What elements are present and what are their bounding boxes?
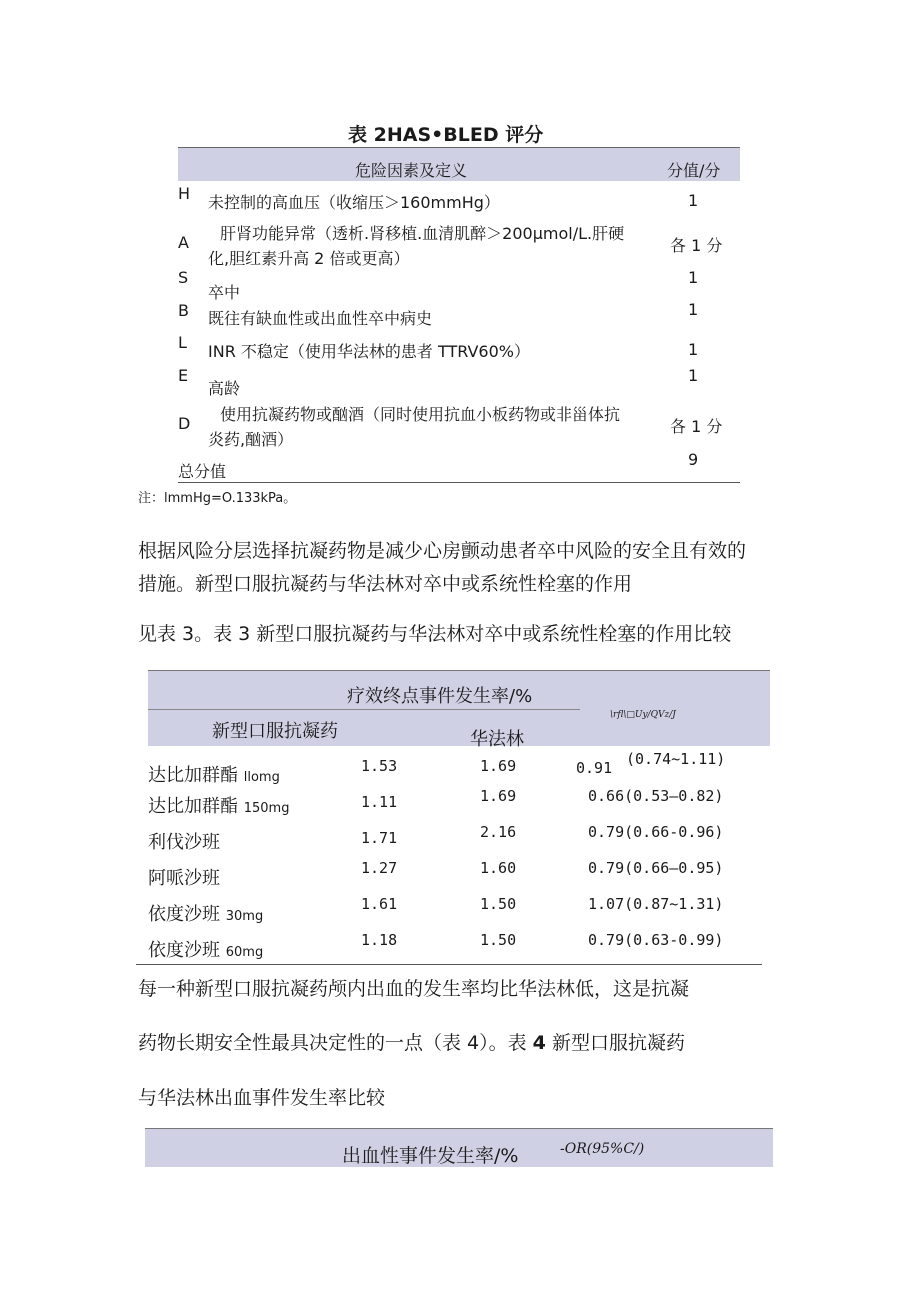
table3-row1-ci: (0.74~1.11) (626, 750, 726, 768)
table3-row6-drug: 依度沙班 60mg (148, 940, 264, 961)
table3-row4-noac: 1.27 (361, 859, 398, 877)
table4-header-right: -OR(95%C/) (560, 1141, 645, 1157)
table3-row4-drug: 阿哌沙班 (148, 868, 220, 889)
table3-bottom-rule (136, 964, 762, 965)
table3-row1-noac: 1.53 (361, 757, 398, 775)
table2-letter-a: A (178, 233, 189, 252)
table3-col-ratio: \rfl\□Uy/QVz/J (610, 710, 676, 720)
table2-def-d-line1: 使用抗凝药物或酗酒（同时使用抗血小板药物或非甾体抗 (220, 405, 621, 424)
paragraph1-line1: 根据风险分层选择抗凝药物是减少心房颤动患者卒中风险的安全且有效的 (138, 540, 747, 562)
table2-def-b: 既往有缺血性或出血性卒中病史 (208, 309, 433, 328)
table2-def-h: 未控制的高血压（收缩压＞160mmHg） (208, 193, 500, 212)
table2-bottom-rule (178, 482, 740, 483)
paragraph1-line3: 见表 3。表 3 新型口服抗凝药与华法林对卒中或系统性栓塞的作用比较 (138, 623, 732, 645)
table2-letter-s: S (178, 268, 189, 287)
table3-row1-drug: 达比加群酯 llomg (148, 765, 280, 786)
paragraph2-line1: 每一种新型口服抗凝药颅内出血的发生率均比华法林低，这是抗凝 (138, 978, 690, 1000)
table2-def-l: INR 不稳定（使用华法林的患者 TTRV60%） (208, 342, 530, 361)
table3-row3-drug: 利伐沙班 (148, 832, 220, 853)
table4-header: 出血性事件发生率/% (342, 1145, 519, 1167)
table3-group-header: 疗效终点事件发生率/% (347, 686, 533, 707)
paragraph2-line2: 药物长期安全性最具决定性的一点（表 4）。表 4 新型口服抗凝药 (138, 1032, 685, 1054)
table3-row5-ratio: 1.07(0.87~1.31) (588, 895, 724, 913)
table2-def-a-line2: 化,胆红素升高 2 倍或更高） (208, 249, 410, 268)
table3-row1-ratio: 0.91 (576, 759, 613, 777)
table3-row5-warfarin: 1.50 (480, 895, 517, 913)
paragraph1-line2: 措施。新型口服抗凝药与华法林对卒中或系统性栓塞的作用 (138, 573, 633, 595)
table3-col-warfarin: 华法林 (470, 729, 524, 750)
table2-def-a-line1: 肝肾功能异常（透析.肾移植.血清肌醉＞200μmol/L.肝硬 (220, 224, 625, 243)
table2-title: 表 2HAS•BLED 评分 (348, 124, 544, 146)
table2-letter-l: L (178, 333, 187, 352)
table2-note: 注：lmmHg=O.133kPa。 (138, 491, 297, 506)
table3-row3-warfarin: 2.16 (480, 823, 517, 841)
table2-letter-b: B (178, 301, 189, 320)
table3-row1-warfarin: 1.69 (480, 757, 517, 775)
table2-def-d-line2: 炎药,酗酒） (208, 430, 294, 449)
paragraph2-line3: 与华法林出血事件发生率比较 (138, 1087, 386, 1109)
table2-score-d: 各 1 分 (670, 417, 723, 436)
table2-header-right: 分值/分 (667, 161, 721, 180)
table2-total-score: 9 (688, 450, 699, 469)
table2-letter-d: D (178, 414, 191, 433)
table3-row3-ratio: 0.79(0.66-0.96) (588, 823, 724, 841)
table2-score-h: 1 (688, 191, 699, 210)
table3-col-noac: 新型口服抗凝药 (212, 721, 338, 742)
table3-row2-warfarin: 1.69 (480, 787, 517, 805)
table3-row4-ratio: 0.79(0.66—0.95) (588, 859, 724, 877)
table3-row2-ratio: 0.66(0.53—0.82) (588, 787, 724, 805)
table2-def-s: 卒中 (208, 283, 241, 302)
table3-group-rule (148, 709, 580, 710)
table3-row6-warfarin: 1.50 (480, 931, 517, 949)
table2-total-label: 总分值 (178, 462, 227, 481)
table3-row5-noac: 1.61 (361, 895, 398, 913)
table2-header-left: 危险因素及定义 (355, 161, 468, 180)
table3-row2-noac: 1.11 (361, 793, 398, 811)
table3-row4-warfarin: 1.60 (480, 859, 517, 877)
table2-score-a: 各 1 分 (670, 236, 723, 255)
table2-def-e: 高龄 (208, 379, 241, 398)
table3-row6-noac: 1.18 (361, 931, 398, 949)
table3-row5-drug: 依度沙班 30mg (148, 904, 264, 925)
table3-row6-ratio: 0.79(0.63-0.99) (588, 931, 724, 949)
table2-score-l: 1 (688, 340, 699, 359)
table2-score-b: 1 (688, 300, 699, 319)
table2-letter-h: H (178, 184, 191, 203)
table2-letter-e: E (178, 366, 189, 385)
table2-score-e: 1 (688, 366, 699, 385)
table3-row3-noac: 1.71 (361, 829, 398, 847)
table3-row2-drug: 达比加群酯 150mg (148, 796, 290, 817)
table2-score-s: 1 (688, 268, 699, 287)
